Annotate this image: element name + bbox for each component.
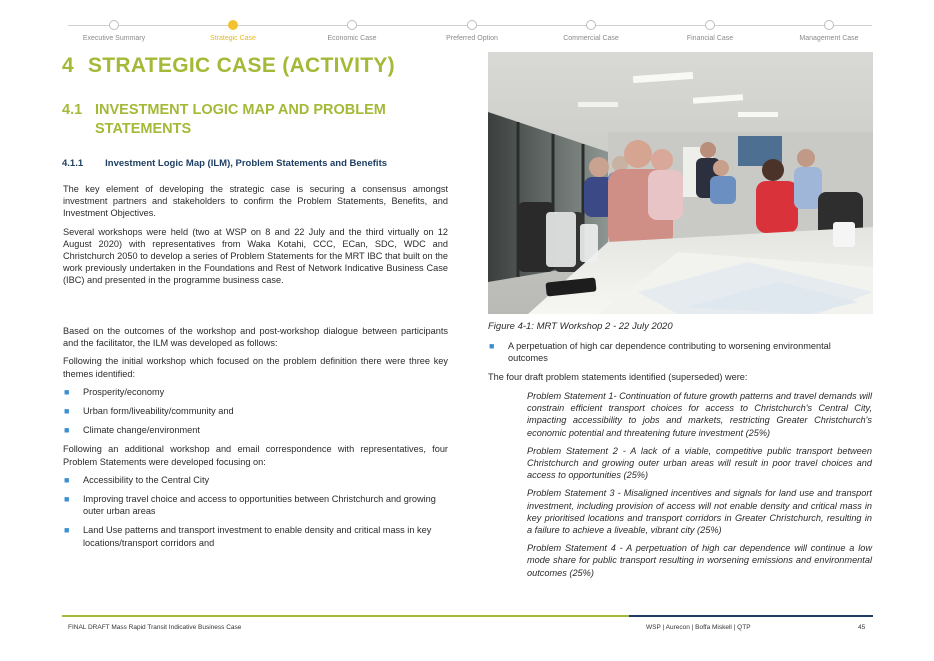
- footer-rule-navy: [629, 615, 873, 617]
- bullet-icon: ■: [489, 341, 495, 351]
- list-item-text: Land Use patterns and transport investment to enable density and critical mass in key locations/transport corridors and: [83, 525, 432, 548]
- list-item: [63, 405, 448, 417]
- nav-dot: [705, 20, 715, 30]
- paragraph: Following the initial workshop which focused on the problem definition there were three key themes identified:: [63, 356, 448, 379]
- paragraph: Following an additional workshop and email correspondence with representatives, four Problem Statements were developed focusing on:: [63, 444, 448, 467]
- list-item: [63, 493, 448, 517]
- nav-dot: [824, 20, 834, 30]
- section-heading: [62, 54, 395, 78]
- left-column-lower: [63, 325, 448, 556]
- problem-statement: Problem Statement 3 - Misaligned incentives and signals for land use and transport investment, including provision of access will not enable density and critical mass in key prioritised locations and transport corridors in Greater Christchurch, resulting in a failure to achieve a liveable, vibrant city (25%): [527, 488, 872, 536]
- section-title: STRATEGIC CASE (ACTIVITY): [87, 54, 395, 77]
- nav-step-executive-summary[interactable]: [54, 18, 174, 42]
- section-progress-nav: [68, 18, 872, 48]
- nav-step-management-case[interactable]: [769, 18, 889, 42]
- bullet-icon: ■: [64, 474, 70, 485]
- nav-dot: [467, 20, 477, 30]
- nav-step-strategic-case[interactable]: [173, 18, 293, 42]
- nav-dot: [347, 20, 357, 30]
- footer-partners: WSP | Aurecon | Boffa Miskell | QTP: [646, 624, 751, 631]
- themes-list: [63, 386, 448, 437]
- paragraph: Several workshops were held (two at WSP on 8 and 22 July and the third virtually on 12 August 2020) with representatives from Waka Kotahi, CCC, ECan, SDC, WDC and Christchurch 2050 to develop a series of Problem Statements for the MRT IBC that built on the work previously undertaken in the Foundations and Rest of Network Indicative Business Case (IBC) and presented in the programme business case.: [63, 226, 448, 286]
- subsection-heading: [62, 101, 442, 139]
- subsection-title: INVESTMENT LOGIC MAP AND PROBLEM STATEMENTS: [95, 102, 386, 137]
- nav-step-label: Strategic Case: [210, 35, 256, 42]
- nav-step-preferred-option[interactable]: [412, 18, 532, 42]
- problem-statement: Problem Statement 1- Continuation of future growth patterns and travel demands will constrain efficient transport choices for access to Christchurch's Central City, impacting accessibility to jobs and markets, restricting Greater Christchurch's economic potential and threatening future investment (25%): [527, 391, 872, 438]
- list-item: [63, 474, 448, 486]
- nav-step-label: Executive Summary: [82, 35, 146, 42]
- problem-statements: [527, 390, 872, 585]
- nav-step-label: Financial Case: [686, 35, 734, 42]
- sub-subsection-number: 4.1.1: [62, 158, 84, 169]
- list-item-text: Urban form/liveability/community and: [83, 406, 234, 417]
- list-item-text: Prosperity/economy: [83, 386, 165, 397]
- list-item-text: Improving travel choice and access to opportunities between Christchurch and growing outer urban areas: [83, 494, 436, 517]
- bullet-icon: ■: [64, 425, 70, 436]
- nav-step-label: Commercial Case: [563, 35, 619, 42]
- nav-step-commercial-case[interactable]: [531, 18, 651, 42]
- right-column: [488, 340, 872, 390]
- list-item-text: Climate change/environment: [83, 425, 200, 436]
- left-column: [63, 183, 448, 293]
- nav-step-financial-case[interactable]: [650, 18, 770, 42]
- footer-document-title: FINAL DRAFT Mass Rapid Transit Indicative Business Case: [68, 624, 242, 631]
- nav-step-label: Preferred Option: [446, 35, 498, 42]
- right-bullet-list: [488, 340, 872, 364]
- bullet-icon: ■: [64, 406, 70, 417]
- list-item: [63, 424, 448, 436]
- nav-step-economic-case[interactable]: [292, 18, 412, 42]
- list-item-text: A perpetuation of high car dependence contributing to worsening environmental outcomes: [508, 341, 831, 364]
- figure-caption: Figure 4-1: MRT Workshop 2 - 22 July 2020: [488, 321, 673, 332]
- subsection-number: 4.1: [62, 102, 83, 118]
- page-number: 45: [858, 624, 866, 631]
- sub-subsection-heading: [62, 158, 387, 169]
- paragraph: The four draft problem statements identified (superseded) were:: [488, 372, 748, 383]
- list-item: [488, 340, 872, 364]
- workshop-photo: [488, 52, 873, 314]
- nav-step-label: Management Case: [799, 35, 859, 42]
- section-number: 4: [62, 54, 74, 77]
- list-item-text: Accessibility to the Central City: [83, 474, 210, 485]
- paragraph: The key element of developing the strategic case is securing a consensus amongst investment partners and stakeholders to confirm the Problem Statements, Benefits, and Investment Objectives.: [63, 184, 448, 219]
- list-item: [63, 386, 448, 398]
- nav-dot-active: [228, 20, 238, 30]
- bullet-icon: ■: [64, 386, 70, 397]
- paragraph: Based on the outcomes of the workshop and post-workshop dialogue between participants and the facilitator, the ILM was developed as follows:: [63, 326, 448, 349]
- focus-list: [63, 474, 448, 549]
- nav-step-label: Economic Case: [327, 35, 377, 42]
- nav-dot: [586, 20, 596, 30]
- bullet-icon: ■: [64, 494, 70, 505]
- list-item: [63, 524, 448, 548]
- problem-statement: Problem Statement 2 - A lack of a viable, competitive public transport between Christchurch and growing outer urban areas will result in poor travel choices and access to opportunities (25%): [527, 445, 872, 481]
- problem-statement: Problem Statement 4 - A perpetuation of high car dependence will continue a low mode share for public transport resulting in worsening emissions and environmental outcomes (25%): [527, 543, 872, 578]
- bullet-icon: ■: [64, 525, 70, 536]
- sub-subsection-title: Investment Logic Map (ILM), Problem Statements and Benefits: [105, 158, 388, 169]
- nav-dot: [109, 20, 119, 30]
- footer-rule-green: [62, 615, 629, 617]
